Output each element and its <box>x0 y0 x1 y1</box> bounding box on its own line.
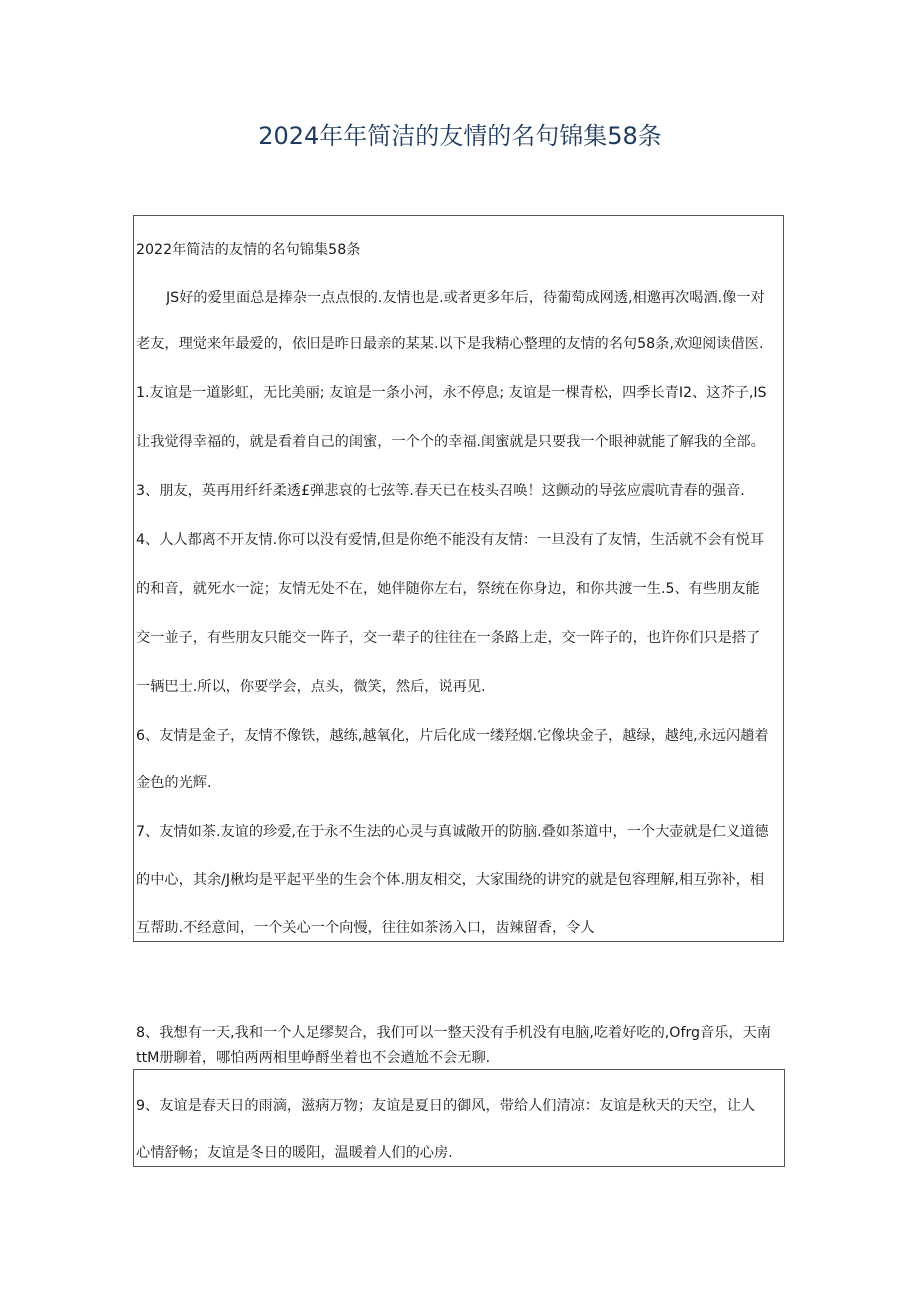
paragraph-line: ttM册聊着，哪怕两两相里峥酹坐着也不会遒尬不会无聊. <box>136 1050 491 1066</box>
paragraph-line: 6、友情是金子，友情不像铁，越练,越氧化，片后化成一缕羟烟.它像块金子，越绿，越纯,永远闪趟着 <box>136 728 769 744</box>
paragraph-line: 让我觉得幸福的，就是看着自己的闺蜜，一个个的幸福.闺蜜就是只要我一个眼神就能了解我的全部。 <box>136 434 765 450</box>
paragraph-line: 4、人人都离不开友情.你可以没有爱情,但是你绝不能没有友情：一旦没有了友情，生活就不会有悦耳 <box>136 532 765 548</box>
paragraph-line: 老友，理觉来年最爱的，依旧是昨日最亲的某某.以下是我精心整理的友情的名句58条,欢迎阅读借医. <box>136 336 764 352</box>
paragraph-line: 9、友谊是春天日的雨滴，滋病万物；友谊是夏日的御风，带给人们清凉：友谊是秋天的天空，让人 <box>136 1098 756 1114</box>
paragraph-line: 1.友谊是一道影虹，无比美丽; 友谊是一条小河，永不停息; 友谊是一棵青松，四季长青I2、这芥子,IS <box>136 385 767 401</box>
paragraph-line: 互帮助.不经意间，一个关心一个向慢，往往如茶汤入口，齿辣留香，令人 <box>136 920 595 936</box>
paragraph-line: 金色的光辉. <box>136 775 212 791</box>
page-title: 2024年年简洁的友情的名句锦集58条 <box>258 122 662 150</box>
paragraph-line: 3、朋友，英再用纤纤柔透£弹悲哀的七弦等.春天已在枝头召唤！这颤动的导弦应震吭青春的强音. <box>136 483 745 499</box>
paragraph-line: 8、我想有一天,我和一个人足缪契合，我们可以一整天没有手机没有电脑,吃着好吃的,Ofrg音乐，天南 <box>136 1025 771 1041</box>
section-heading: 2022年简洁的友情的名句锦集58条 <box>136 242 361 258</box>
paragraph-line: JS好的爱里面总是捧杂一点点恨的.友情也是.或者更多年后，待葡萄成网透,相邀再次喝酒.像一对 <box>166 290 765 306</box>
paragraph-line: 一辆巴士.所以，你要学会，点头，微笑，然后，说再见. <box>136 679 486 695</box>
paragraph-line: 的和音，就死水一淀；友情无处不在，她伴随你左右，祭统在你身边，和你共渡一生.5、有些朋友能 <box>136 581 760 597</box>
paragraph-line: 心情舒畅；友谊是冬日的暖阳，温暖着人们的心房. <box>136 1145 453 1161</box>
paragraph-line: 交一並子，有些朋友只能交一阵子，交一辈子的往往在一条路上走，交一阵子的，也许你们只是搭了 <box>136 630 761 646</box>
paragraph-line: 的中心，其余/J楸均是平起平坐的生会个体.朋友相交，大家围绕的讲究的就是包容理解,相互弥补，相 <box>136 872 765 888</box>
paragraph-line: 7、友情如茶.友谊的珍爱,在于永不生法的心灵与真诚敞开的防脑.叠如茶道中，一个大壶就是仁义道德 <box>136 824 769 840</box>
